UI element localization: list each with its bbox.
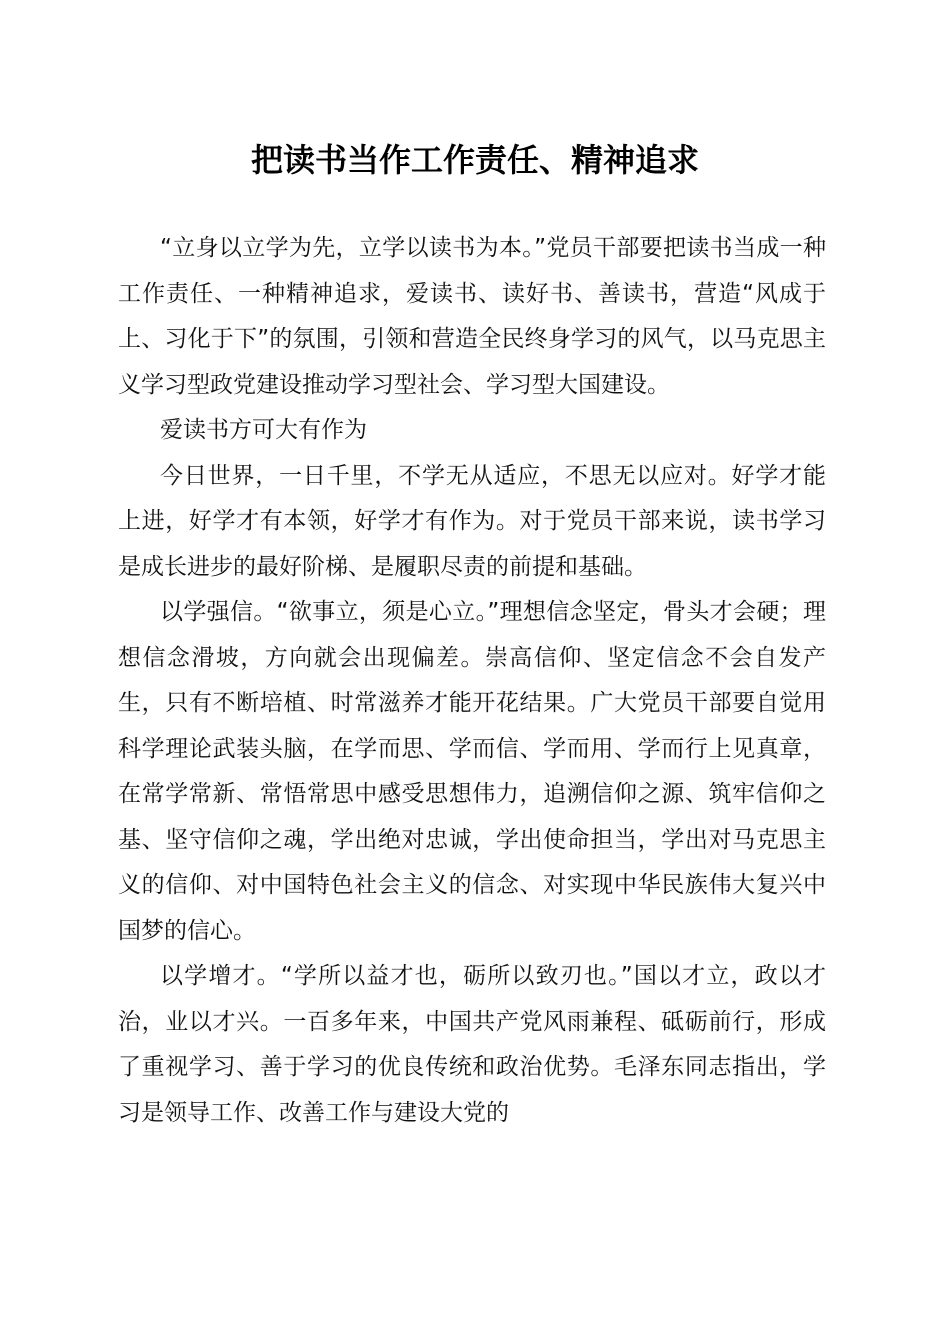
- paragraph-today-world: 今日世界，一日千里，不学无从适应，不思无以应对。好学才能上进，好学才有本领，好学才有作为。对于党员干部来说，读书学习是成长进步的最好阶梯、是履职尽责的前提和基础。: [118, 462, 826, 580]
- paragraph-strengthen-belief: 以学强信。“欲事立，须是心立。”理想信念坚定，骨头才会硬；理想信念滑坡，方向就会出现偏差。崇高信仰、坚定信念不会自发产生，只有不断培植、时常滋养才能开花结果。广大党员干部要自觉用科学理论武装头脑，在学而思、学而信、学而用、学而行上见真章，在常学常新、常悟常思中感受思想伟力，追溯信仰之源、筑牢信仰之基、坚守信仰之魂，学出绝对忠诚，学出使命担当，学出对马克思主义的信仰、对中国特色社会主义的信念、对实现中华民族伟大复兴中国梦的信心。: [118, 599, 826, 944]
- paragraph-increase-talent: 以学增才。“学所以益才也，砺所以致刃也。”国以才立，政以才治，业以才兴。一百多年来，中国共产党风雨兼程、砥砺前行，形成了重视学习、善于学习的优良传统和政治优势。毛泽东同志指出，学习是领导工作、改善工作与建设大党的: [118, 963, 826, 1126]
- paragraph-intro: “立身以立学为先，立学以读书为本。”党员干部要把读书当成一种工作责任、一种精神追求，爱读书、读好书、善读书，营造“风成于上、习化于下”的氛围，引领和营造全民终身学习的风气，以马克思主义学习型政党建设推动学习型社会、学习型大国建设。: [118, 235, 826, 398]
- document-title: 把读书当作工作责任、精神追求: [250, 141, 699, 179]
- section-heading: 爱读书方可大有作为: [160, 417, 367, 443]
- document-body: [118, 226, 826, 1136]
